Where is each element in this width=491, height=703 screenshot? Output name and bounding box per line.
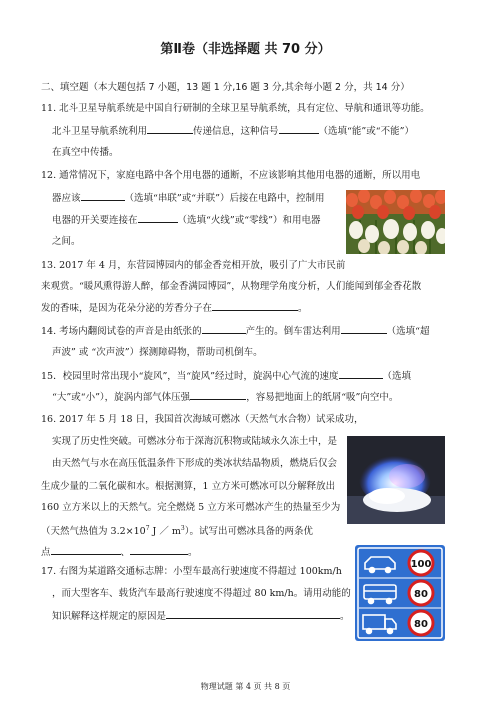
q16-line4: 生成少量的二氧化碳和水。根据测算，1 立方米可燃冰可以分解释放出 [41, 481, 336, 492]
q16-line6: （天然气热值为 $3.2\times 10^7$ J ／ $m^3$）。试写出可燃冰具备的两条优 [41, 525, 313, 538]
q15-line1: 15．校园里时常出现小“旋风”，当“旋风”经过时，旋涡中心气流的速度 （选填 [41, 371, 412, 382]
q15-line2: “大”或“小”），旋涡内部气体压强 ，容易把地面上的纸屑“吸”向空中。 [52, 392, 399, 403]
q17-line3: 知识解释这样规定的原因是 。 [52, 611, 350, 622]
section-heading: 二、填空题（本大题包括 7 小题，13 题 1 分,16 题 3 分,其余每小题 2 分，共 14 分） [41, 82, 410, 93]
q16-line3: 由天然气与水在高压低温条件下形成的类冰状结晶物质，燃烧后仅会 [52, 458, 338, 469]
q14-line1: 14. 考场内翻阅试卷的声音是由纸张的 产生的。倒车雷达利用 （选填“超 [41, 326, 430, 337]
q15-blank-1[interactable] [339, 369, 383, 379]
q11-line2: 北斗卫星导航系统利用 传递信息，这种信号 （选填“能”或“不能”） [52, 126, 414, 137]
page-footer: 物理试题 第 4 页 共 8 页 [200, 682, 291, 691]
q14-blank-2[interactable] [341, 324, 387, 334]
q11-line3: 在真空中传播。 [52, 147, 119, 158]
q11-blank-2[interactable] [279, 124, 319, 134]
speed-limit-3: 80 [414, 619, 428, 630]
q14-line2: 声波” 或 “次声波”）探测障碍物，帮助司机倒车。 [52, 347, 263, 358]
q13-blank-1[interactable] [212, 301, 298, 311]
q17-line1: 17. 右图为某道路交通标志牌：小型车最高行驶速度不得超过 100km/h [41, 566, 342, 577]
q12-line2: 器应该 （选填“串联”或“并联”）后接在电路中，控制用 [52, 193, 325, 204]
q15-blank-2[interactable] [190, 390, 246, 400]
q13-line3: 发的香味，是因为花朵分泌的芳香分子在 。 [41, 303, 308, 314]
q16-line5: 160 立方米以上的天然气。完全燃烧 5 立方米可燃冰产生的热量至少为 [41, 502, 341, 513]
q13-line1: 13. 2017 年 4 月，东营园博园内的郁金香竞相开放，吸引了广大市民前 [41, 260, 346, 271]
q12-line1: 12. 通常情况下，家庭电路中各个用电器的通断，不应该影响其他用电器的通断，所以用电 [41, 170, 421, 181]
q17-blank-1[interactable] [166, 609, 340, 619]
q12-line3: 电器的开关要连接在 （选填“火线”或“零线”）和用电器 [52, 215, 321, 226]
tulip-photo [346, 190, 445, 254]
q16-line2: 实现了历史性突破。可燃冰分布于深海沉积物或陆域永久冻土中，是 [52, 436, 338, 447]
q16-line7: 点 、 。 [41, 547, 198, 558]
q14-blank-1[interactable] [202, 324, 246, 334]
q16-blank-2[interactable] [130, 545, 188, 555]
q16-blank-1[interactable] [51, 545, 121, 555]
combustible-ice-photo [347, 436, 445, 524]
q12-line4: 之间。 [52, 236, 81, 247]
q12-blank-1[interactable] [81, 191, 125, 201]
speed-limit-2: 80 [414, 589, 428, 600]
q11-blank-1[interactable] [147, 124, 193, 134]
q16-line1: 16. 2017 年 5 月 18 日，我国首次海域可燃冰（天然气水合物）试采成功， [41, 414, 364, 425]
speed-limit-1: 100 [410, 559, 432, 570]
q12-blank-2[interactable] [138, 213, 178, 223]
q17-line2: ，而大型客车、载货汽车最高行驶速度不得超过 80 km/h。请用动能的 [52, 588, 351, 599]
q11-line1: 11. 北斗卫星导航系统是中国自行研制的全球卫星导航系统，具有定位、导航和通讯等功能。 [41, 103, 430, 114]
traffic-sign [355, 545, 445, 641]
q13-line2: 来观赏。“暖风熏得游人醉，郁金香满园博园”，从物理学角度分析，人们能闻到郁金香花散 [41, 281, 422, 292]
page-title: 第Ⅱ卷（非选择题 共 70 分） [160, 42, 331, 57]
